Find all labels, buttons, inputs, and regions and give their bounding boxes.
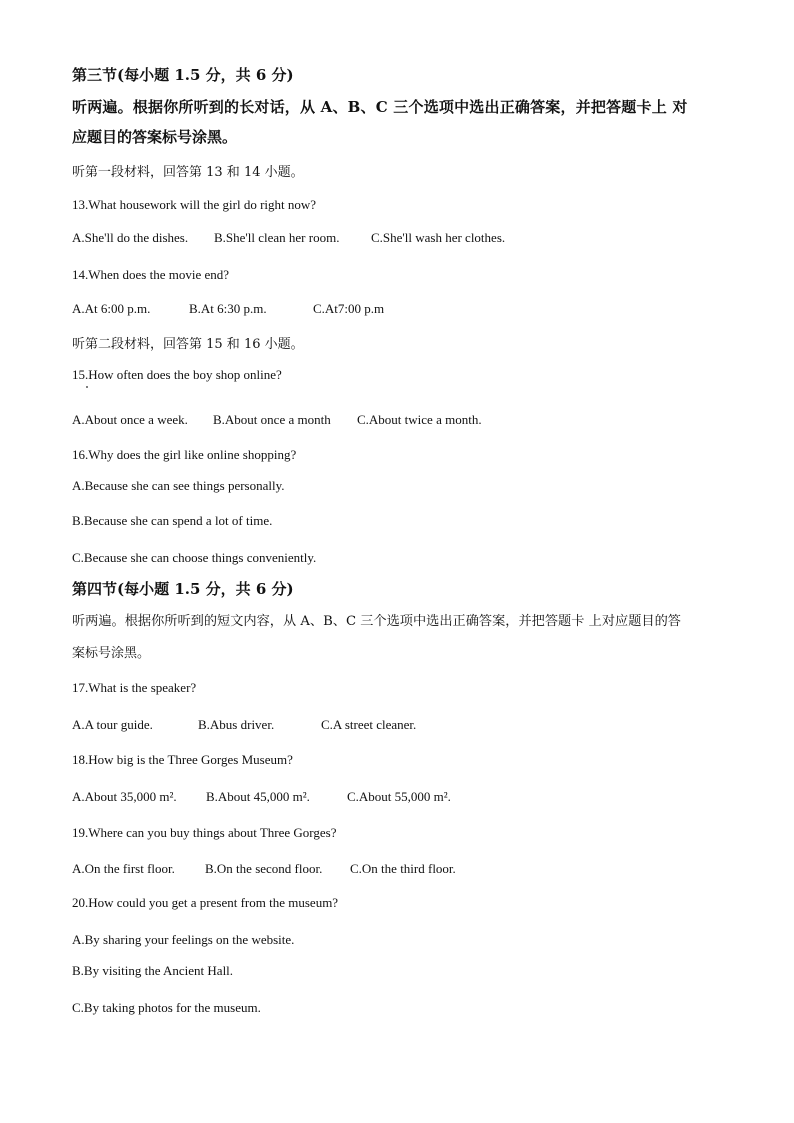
q14-option-b: B.At 6:30 p.m.	[189, 301, 267, 316]
q18-option-a: A.About 35,000 m².	[72, 789, 177, 804]
q17-option-c: C.A street cleaner.	[321, 717, 417, 732]
q14-option-c: C.At7:00 p.m	[313, 301, 385, 316]
q14-options	[72, 302, 384, 315]
section4-instruction-line1: 听两遍。根据你所听到的短文内容，从 A、B、C 三个选项中选出正确答案，并把答题卡 上对应题目的答	[72, 614, 681, 629]
q15-question: 15.How often does the boy shop online?	[72, 367, 282, 382]
section4-heading: 第四节(每小题 1.5 分，共 6 分)	[72, 580, 294, 598]
q13-option-a: A.She'll do the dishes.	[72, 230, 189, 245]
stray-dot	[86, 386, 88, 388]
q19-option-b: B.On the second floor.	[205, 861, 323, 876]
q16-option-c: C.Because she can choose things conveniently.	[72, 550, 317, 565]
q20-question: 20.How could you get a present from the museum?	[72, 895, 339, 910]
q17-options	[72, 718, 416, 731]
q13-options	[72, 231, 505, 244]
section3-instruction-line2: 应题目的答案标号涂黑。	[72, 128, 238, 146]
q15-option-b: B.About once a month	[213, 412, 331, 427]
q19-options	[72, 862, 456, 875]
q17-option-b: B.Abus driver.	[198, 717, 275, 732]
q17-option-a: A.A tour guide.	[72, 717, 153, 732]
q16-option-a: A.Because she can see things personally.	[72, 478, 285, 493]
section3-heading: 第三节(每小题 1.5 分，共 6 分)	[72, 66, 294, 84]
q20-option-b: B.By visiting the Ancient Hall.	[72, 963, 234, 978]
q18-option-c: C.About 55,000 m².	[347, 789, 451, 804]
q15-option-c: C.About twice a month.	[357, 412, 482, 427]
q13-option-c: C.She'll wash her clothes.	[371, 230, 506, 245]
section4-instruction-line2: 案标号涂黑。	[72, 646, 151, 661]
q16-question: 16.Why does the girl like online shopping?	[72, 447, 297, 462]
material2-intro: 听第二段材料，回答第 15 和 16 小题。	[72, 337, 304, 352]
q18-question: 18.How big is the Three Gorges Museum?	[72, 752, 293, 767]
q19-option-a: A.On the first floor.	[72, 861, 175, 876]
q14-question: 14.When does the movie end?	[72, 267, 230, 282]
q18-options	[72, 790, 451, 803]
q17-question: 17.What is the speaker?	[72, 680, 197, 695]
q19-question: 19.Where can you buy things about Three Gorges?	[72, 825, 337, 840]
q13-question: 13.What housework will the girl do right now?	[72, 197, 317, 212]
q20-option-c: C.By taking photos for the museum.	[72, 1000, 261, 1015]
q19-option-c: C.On the third floor.	[350, 861, 456, 876]
q18-option-b: B.About 45,000 m².	[206, 789, 310, 804]
material1-intro: 听第一段材料，回答第 13 和 14 小题。	[72, 165, 304, 180]
q20-option-a: A.By sharing your feelings on the website.	[72, 932, 295, 947]
q16-option-b: B.Because she can spend a lot of time.	[72, 513, 273, 528]
q14-option-a: A.At 6:00 p.m.	[72, 301, 151, 316]
q15-options	[72, 413, 482, 426]
section3-instruction-line1: 听两遍。根据你所听到的长对话，从 A、B、C 三个选项中选出正确答案，并把答题卡上 对	[72, 98, 688, 116]
q13-option-b: B.She'll clean her room.	[214, 230, 340, 245]
q15-option-a: A.About once a week.	[72, 412, 188, 427]
